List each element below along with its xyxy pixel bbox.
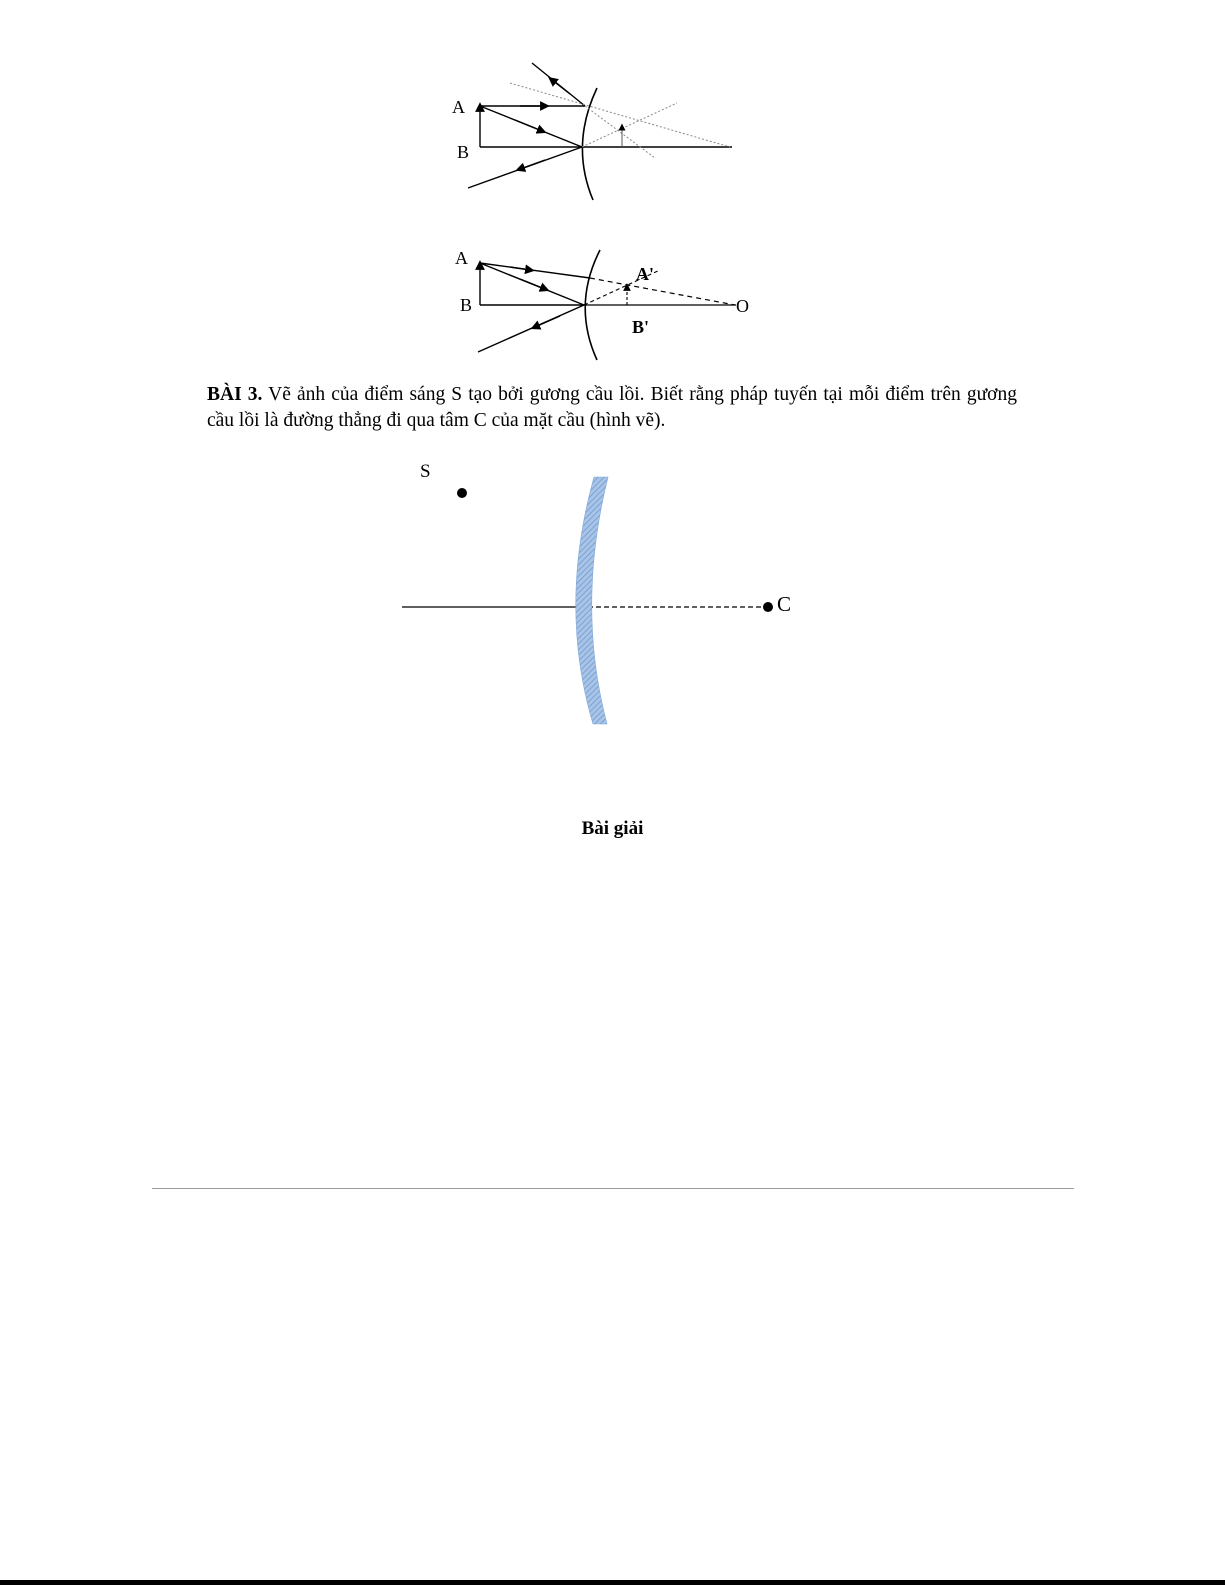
figure-3-diagram — [0, 0, 1225, 760]
label-b: B — [457, 142, 470, 162]
label-a: A — [455, 248, 468, 268]
convex-mirror-hatched — [576, 477, 608, 724]
label-a: A — [452, 97, 465, 117]
label-c: C — [777, 592, 792, 616]
problem-text: Vẽ ảnh của điểm sáng S tạo bởi gương cầu lồi. Biết rằng pháp tuyến tại mỗi điểm trên gương cầu lồi là đường thẳng đi qua tâm C của mặt cầu (hình vẽ). — [207, 384, 1017, 431]
problem-number: BÀI 3. — [207, 384, 263, 405]
label-b-prime: B' — [632, 317, 650, 337]
label-s: S — [420, 461, 431, 482]
label-o: O — [736, 296, 749, 316]
page-bottom-border — [0, 1580, 1225, 1585]
point-c — [763, 602, 773, 612]
solution-heading: Bài giải — [581, 818, 644, 839]
section-divider — [152, 1188, 1074, 1189]
label-a-prime: A' — [636, 264, 654, 284]
label-b: B — [460, 295, 473, 315]
point-s — [457, 488, 467, 498]
